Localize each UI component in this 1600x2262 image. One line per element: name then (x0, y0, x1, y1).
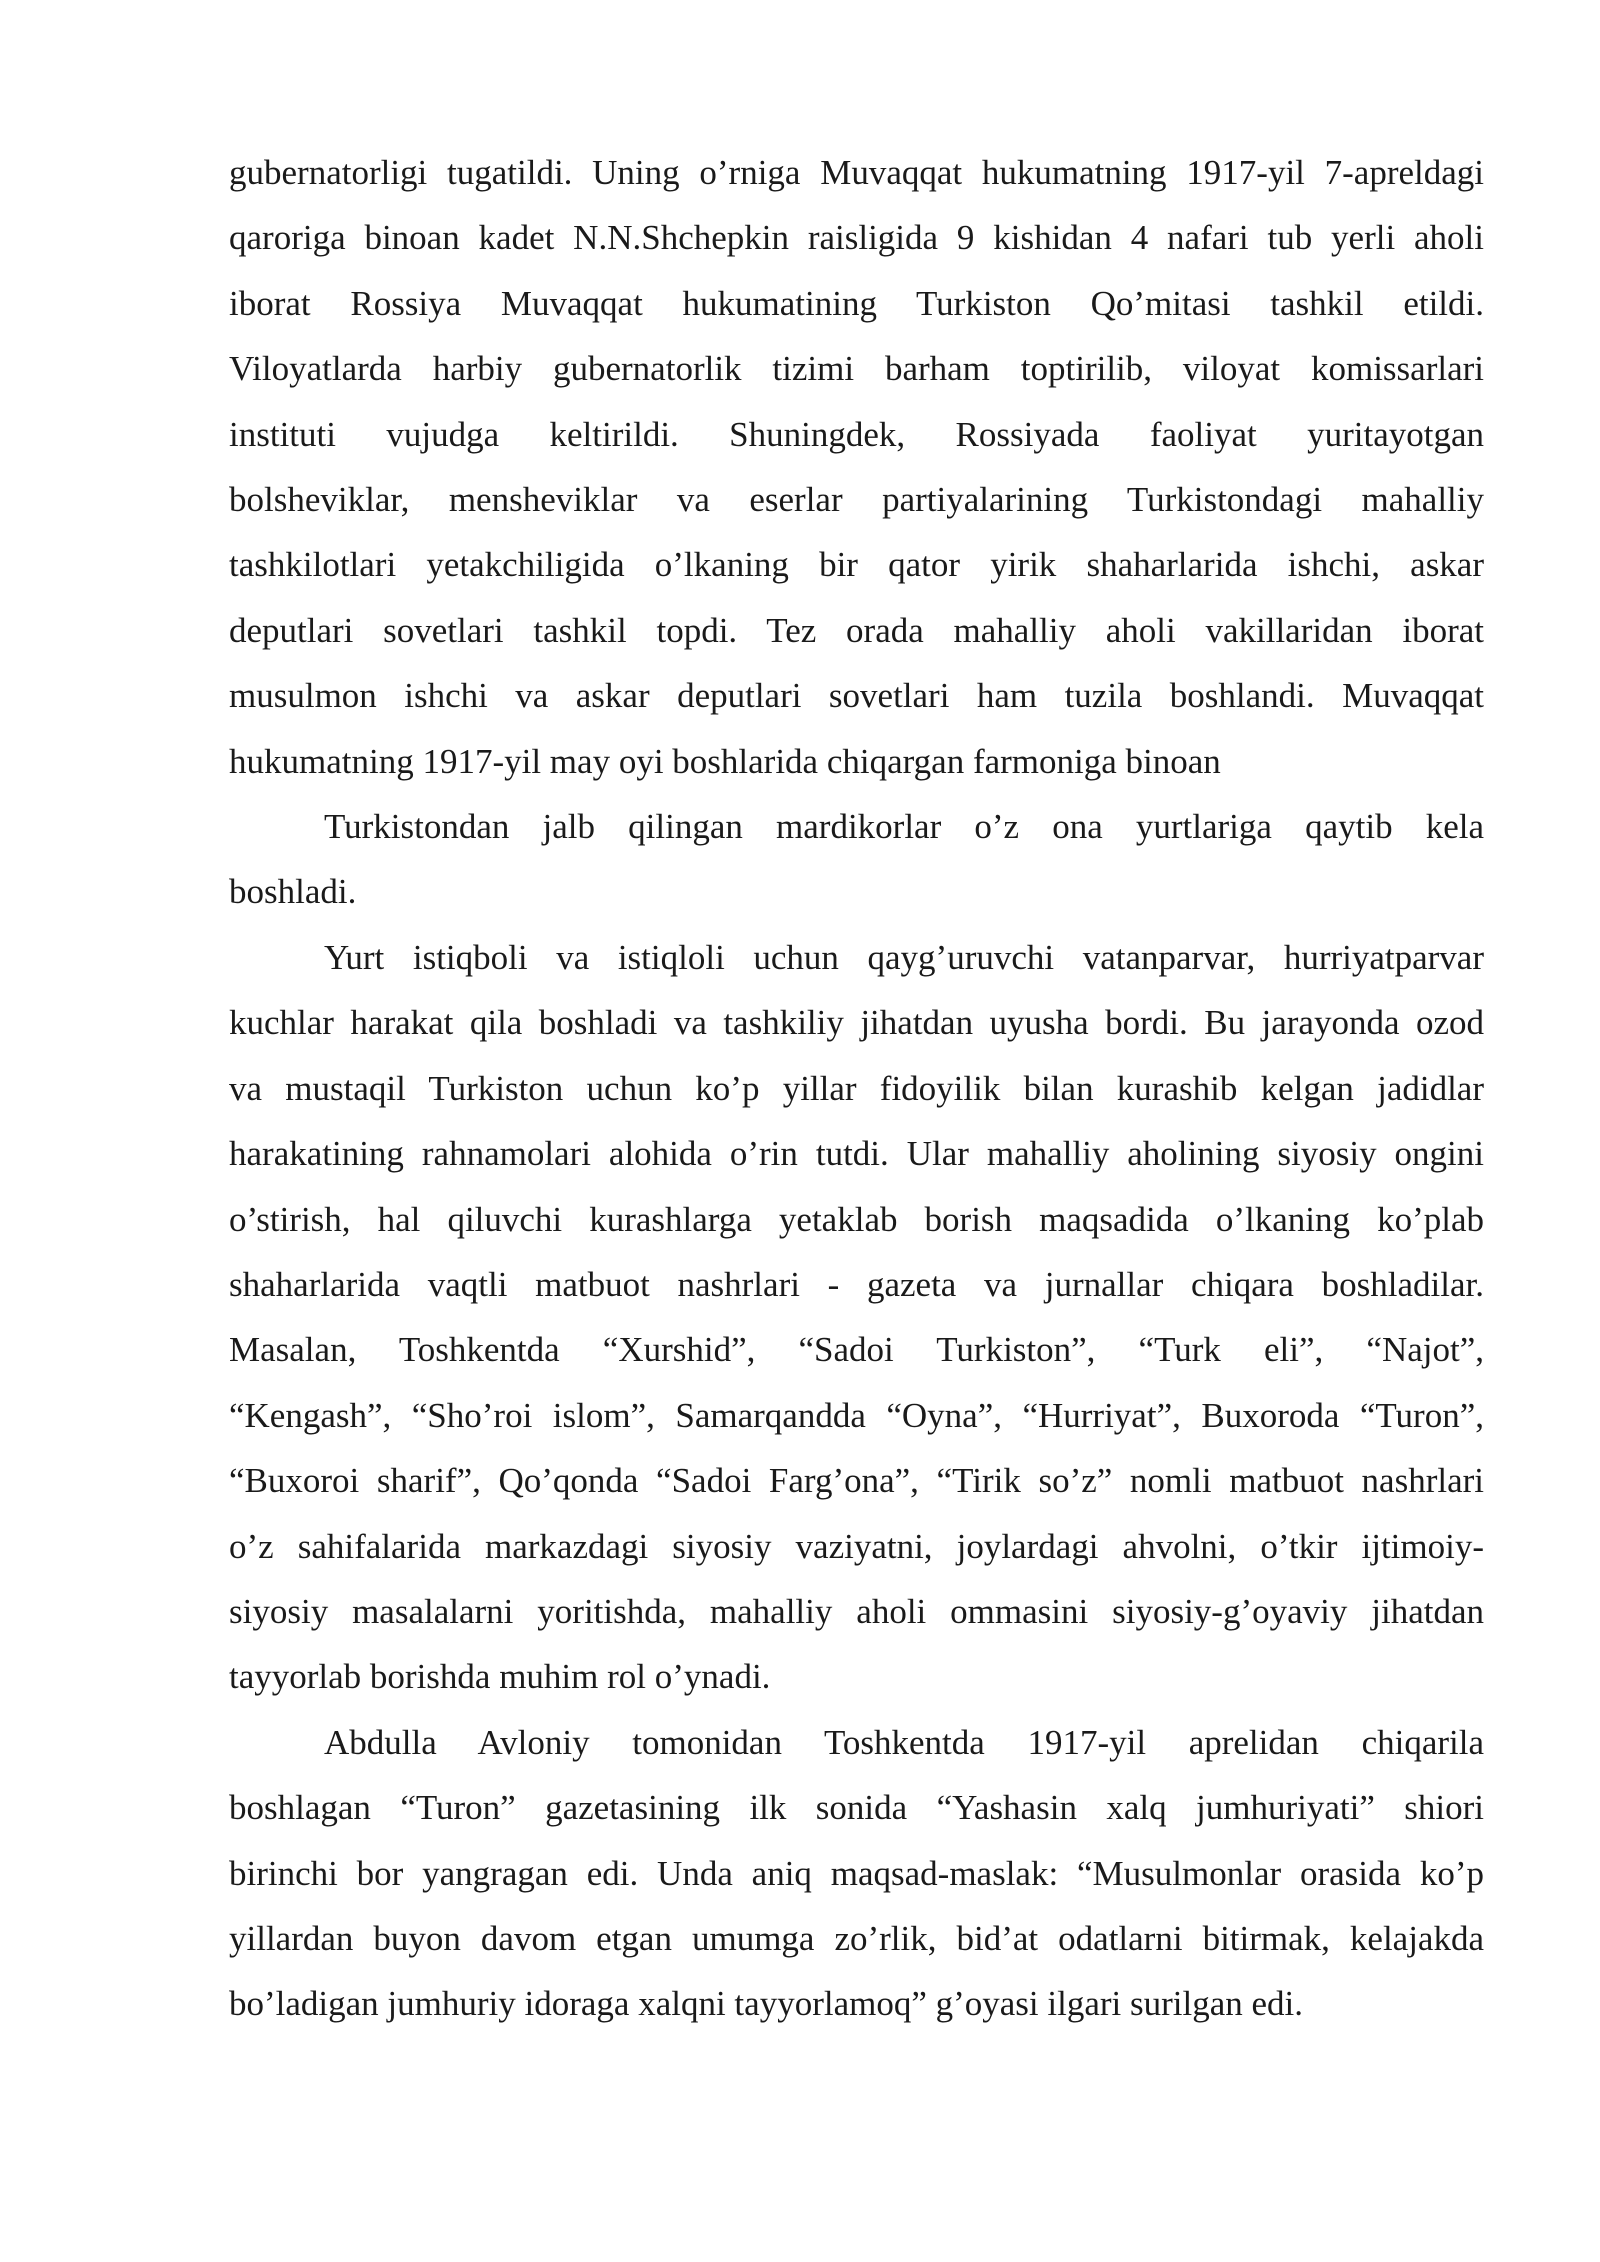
paragraph-4 (229, 1710, 1484, 2037)
text-line: hukumatning 1917-yil may oyi boshlarida chiqargan farmoniga binoan (229, 741, 1221, 781)
text-line: qaroriga binoan kadet N.N.Shchepkin raisligida 9 kishidan 4 nafari tub yerli aholi (229, 218, 1484, 258)
text-line: kuchlar harakat qila boshladi va tashkiliy jihatdan uyusha bordi. Bu jarayonda ozod (229, 1003, 1484, 1043)
text-line: va mustaqil Turkiston uchun ko’p yillar fidoyilik bilan kurashib kelgan jadidlar (229, 1068, 1484, 1108)
text-line: “Kengash”, “Sho’roi islom”, Samarqandda “Oyna”, “Hurriyat”, Buxoroda “Turon”, (229, 1395, 1484, 1435)
text-line: Viloyatlarda harbiy gubernatorlik tizimi barham toptirilib, viloyat komissarlari (229, 349, 1484, 389)
text-line: tashkilotlari yetakchiligida o’lkaning bir qator yirik shaharlarida ishchi, askar (229, 545, 1484, 585)
text-line: siyosiy masalalarni yoritishda, mahalliy aholi ommasini siyosiy-g’oyaviy jihatdan (229, 1591, 1484, 1631)
text-line: iborat Rossiya Muvaqqat hukumatining Turkiston Qo’mitasi tashkil etildi. (229, 283, 1484, 323)
paragraph-1 (229, 140, 1484, 794)
text-line: o’stirish, hal qiluvchi kurashlarga yetaklab borish maqsadida o’lkaning ko’plab (229, 1199, 1484, 1239)
text-line: deputlari sovetlari tashkil topdi. Tez orada mahalliy aholi vakillaridan iborat (229, 610, 1484, 650)
text-line: yillardan buyon davom etgan umumga zo’rlik, bid’at odatlarni bitirmak, kelajakda (229, 1918, 1484, 1958)
text-line: “Buxoroi sharif”, Qo’qonda “Sadoi Farg’ona”, “Tirik so’z” nomli matbuot nashrlari (229, 1461, 1484, 1501)
text-line: boshlagan “Turon” gazetasining ilk sonida “Yashasin xalq jumhuriyati” shiori (229, 1788, 1484, 1828)
text-line: Yurt istiqboli va istiqloli uchun qayg’uruvchi vatanparvar, hurriyatparvar (324, 937, 1484, 977)
text-line: bolsheviklar, mensheviklar va eserlar partiyalarining Turkistondagi mahalliy (229, 480, 1484, 520)
text-line: musulmon ishchi va askar deputlari sovetlari ham tuzila boshlandi. Muvaqqat (229, 676, 1484, 716)
text-line: Masalan, Toshkentda “Xurshid”, “Sadoi Turkiston”, “Turk eli”, “Najot”, (229, 1330, 1484, 1370)
paragraph-2 (229, 794, 1484, 925)
text-line: boshladi. (229, 872, 357, 912)
text-line: instituti vujudga keltirildi. Shuningdek, Rossiyada faoliyat yuritayotgan (229, 414, 1484, 454)
text-line: o’z sahifalarida markazdagi siyosiy vaziyatni, joylardagi ahvolni, o’tkir ijtimoiy- (229, 1526, 1484, 1566)
text-line: harakatining rahnamolari alohida o’rin tutdi. Ular mahalliy aholining siyosiy ongini (229, 1134, 1484, 1174)
paragraph-3 (229, 925, 1484, 1710)
document-page (229, 140, 1484, 2037)
text-line: bo’ladigan jumhuriy idoraga xalqni tayyorlamoq” g’oyasi ilgari surilgan edi. (229, 1984, 1304, 2024)
text-line: birinchi bor yangragan edi. Unda aniq maqsad-maslak: “Musulmonlar orasida ko’p (229, 1853, 1484, 1893)
text-line: gubernatorligi tugatildi. Uning o’rniga Muvaqqat hukumatning 1917-yil 7-apreldagi (229, 153, 1484, 192)
text-line: tayyorlab borishda muhim rol o’ynadi. (229, 1657, 771, 1697)
text-line: shaharlarida vaqtli matbuot nashrlari - gazeta va jurnallar chiqara boshladilar. (229, 1264, 1484, 1304)
text-line: Abdulla Avloniy tomonidan Toshkentda 1917-yil aprelidan chiqarila (324, 1722, 1484, 1762)
text-line: Turkistondan jalb qilingan mardikorlar o’z ona yurtlariga qaytib kela (324, 807, 1484, 847)
